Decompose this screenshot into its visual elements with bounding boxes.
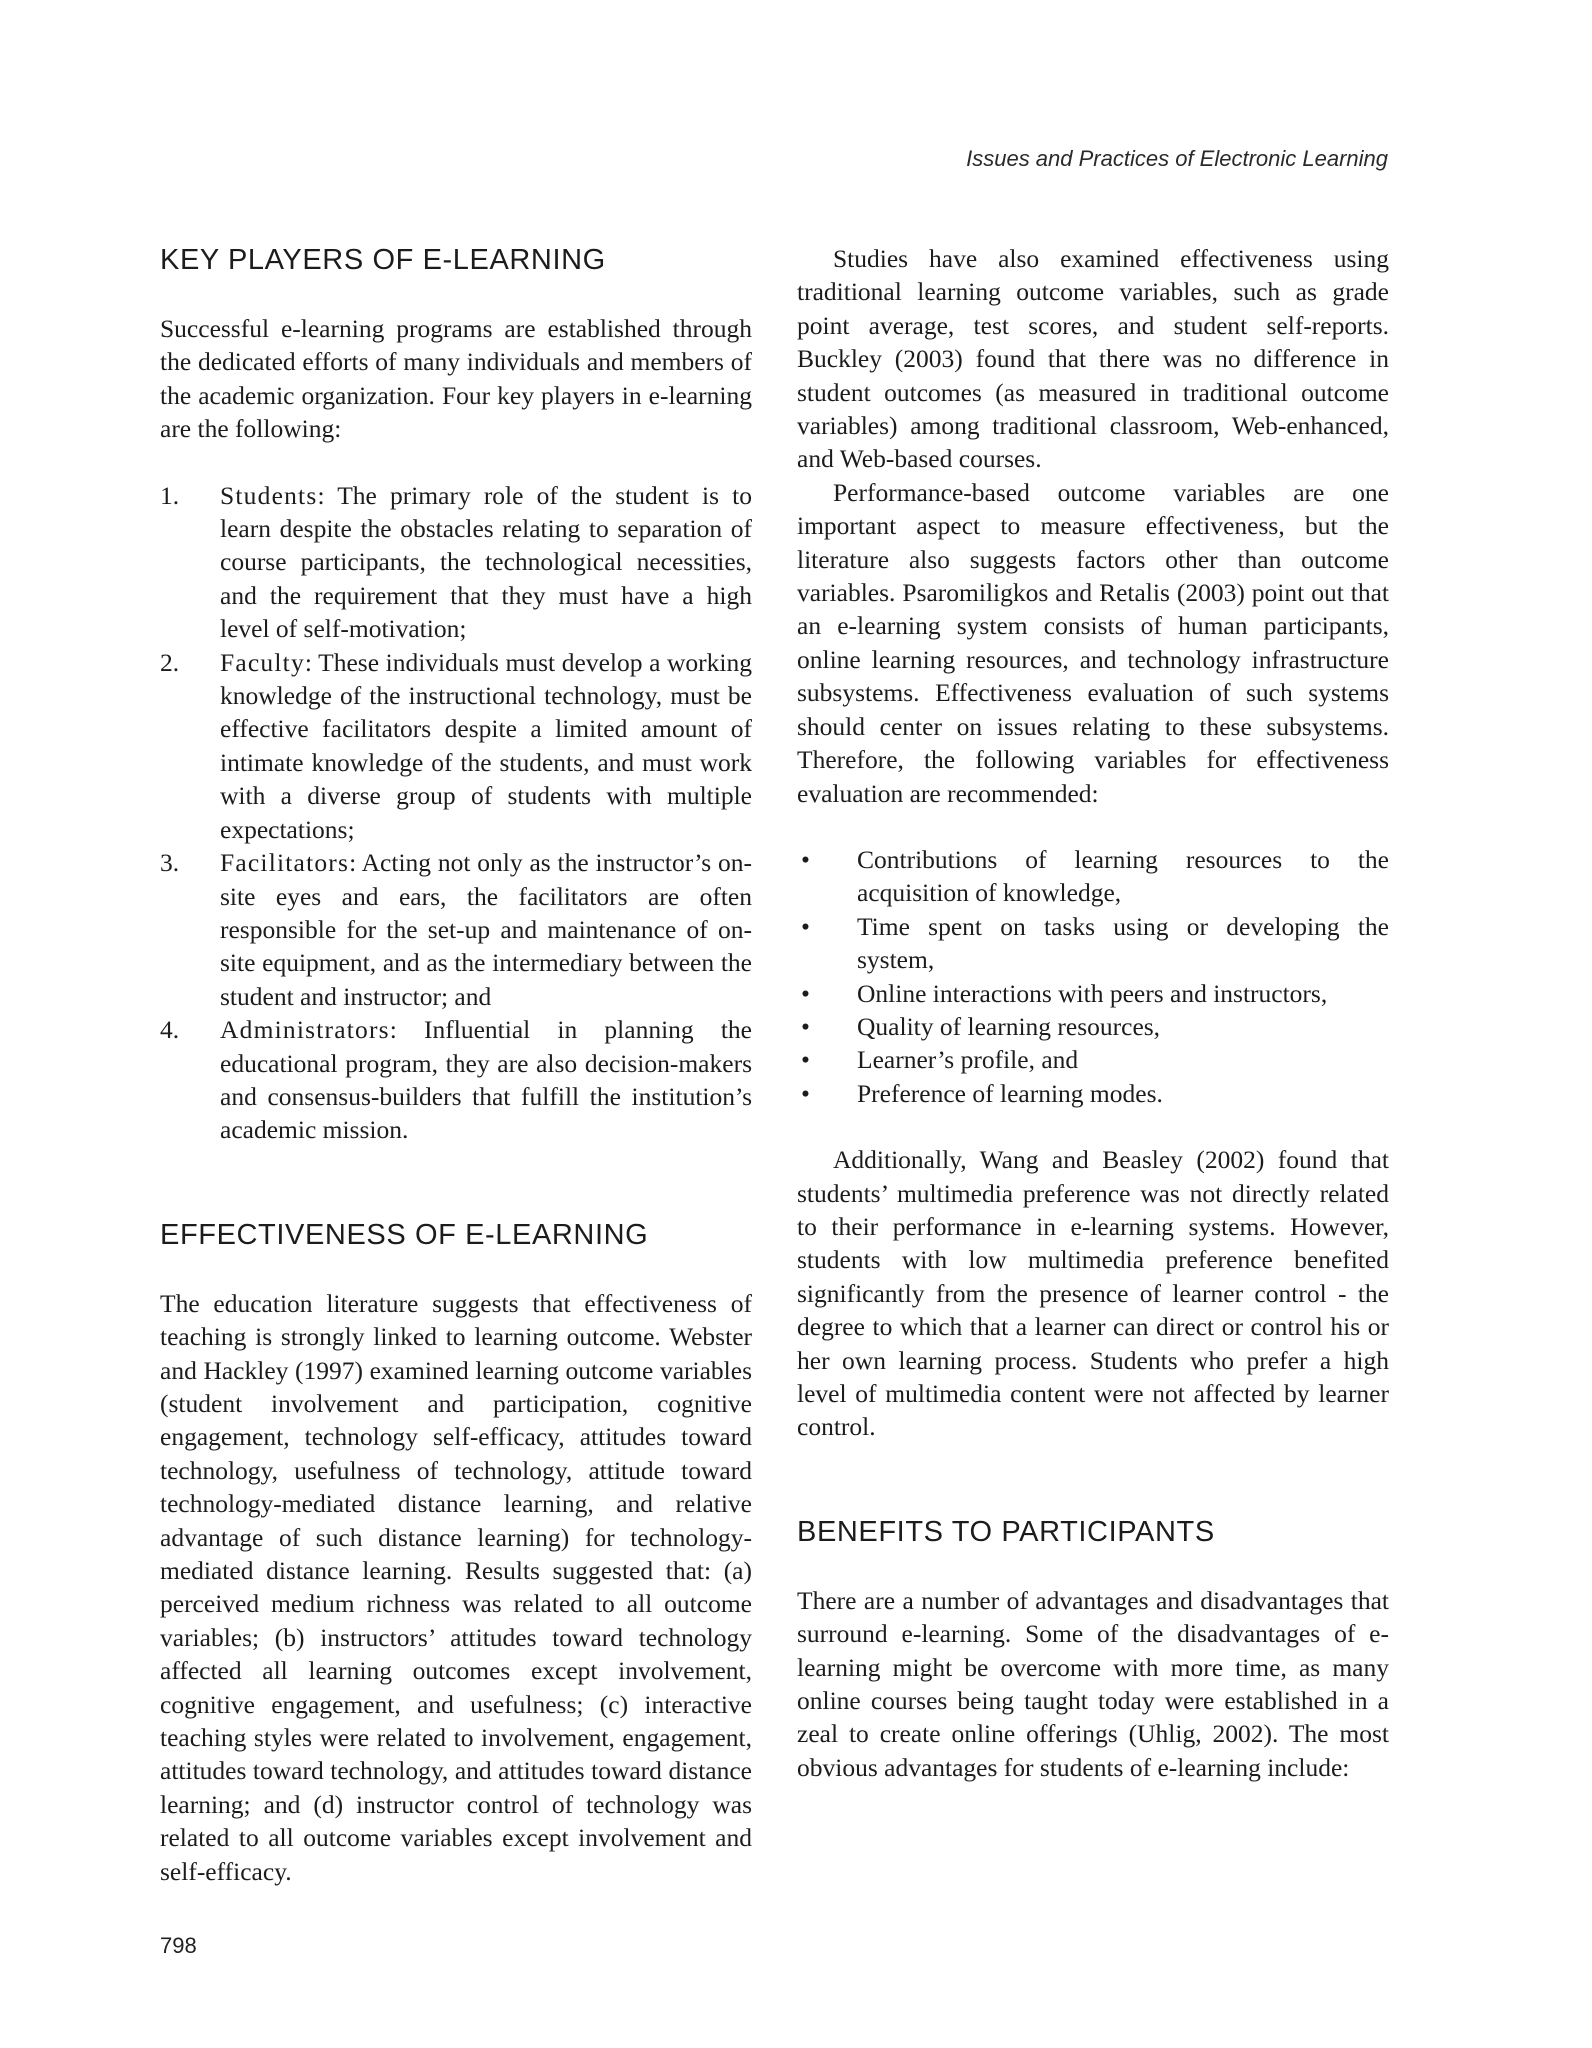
list-item [160, 1013, 752, 1147]
bullet-text: Online interactions with peers and instructors, [857, 978, 1328, 1008]
key-players-intro: Successful e-learning programs are established through the dedicated efforts of many individuals and members of the academic organization. Four key players in e-learning are the following: [160, 314, 752, 444]
bullet-icon: • [801, 1011, 810, 1041]
paragraph-additionally: Additionally, Wang and Beasley (2002) found that students’ multimedia preference was not directly related to their performance in e-learning systems. However, students with low multimedia preference benefited significantly from the presence of learner control - the degree to which that a learner can direct or control his or her own learning process. Students who prefer a high level of multimedia content were not affected by learner control. [797, 1145, 1389, 1442]
left-column [160, 242, 752, 1888]
bullet-text: Time spent on tasks using or developing the system, [857, 911, 1389, 975]
bullet-text: Contributions of learning resources to the acquisition of knowledge, [857, 844, 1389, 908]
paragraph-studies: Studies have also examined effectiveness using traditional learning outcome variables, such as grade point average, test scores, and student self-reports. Buckley (2003) found that there was no difference in student outcomes (as measured in traditional outcome variables) among traditional classroom, Web-enhanced, and Web-based courses. [797, 244, 1389, 474]
list-item [160, 646, 752, 846]
variables-list [797, 843, 1389, 1110]
list-item [797, 977, 1389, 1010]
paragraph-performance: Performance-based outcome variables are one important aspect to measure effectiveness, but the literature also suggests factors other than outcome variables. Psaromiligkos and Retalis (2003) point out that an e-learning system consists of human participants, online learning resources, and technology infrastructure subsystems. Effectiveness evaluation of such systems should center on issues relating to these subsystems. Therefore, the following variables for effectiveness evaluation are recommended: [797, 477, 1389, 808]
list-item [797, 843, 1389, 910]
item-description: : These individuals must develop a working knowledge of the instructional technology, must be effective facilitators despite a limited amount of intimate knowledge of the students, and must work with a diverse group of students with multiple expectations; [220, 647, 752, 844]
item-description: : Influential in planning the educational program, they are also decision-makers and consensus-builders that fulfill the institution’s academic mission. [220, 1015, 752, 1145]
list-item [160, 479, 752, 646]
list-item [160, 846, 752, 1013]
item-term: Students [220, 480, 318, 510]
list-item [797, 910, 1389, 977]
list-item [797, 1010, 1389, 1043]
bullet-icon: • [801, 844, 810, 874]
item-term: Administrators [220, 1015, 390, 1045]
item-number: 2. [160, 647, 180, 677]
bullet-icon: • [801, 911, 810, 941]
heading-effectiveness: EFFECTIVENESS OF E-LEARNING [160, 1218, 649, 1251]
right-column [797, 242, 1389, 1784]
item-description: : Acting not only as the instructor’s on-site eyes and ears, the facilitators are often responsible for the set-up and maintenance of on-site equipment, and as the intermediary between the student and instructor; and [220, 848, 752, 1011]
heading-key-players: KEY PLAYERS OF E-LEARNING [160, 244, 606, 276]
item-description: : The primary role of the student is to learn despite the obstacles relating to separation of course participants, the technological necessities, and the requirement that they must have a high level of self-motivation; [220, 480, 752, 644]
item-number: 1. [160, 480, 180, 510]
running-head: Issues and Practices of Electronic Learning [966, 146, 1388, 171]
bullet-text: Learner’s profile, and [857, 1045, 1079, 1075]
list-item [797, 1043, 1389, 1076]
bullet-icon: • [801, 1078, 810, 1108]
bullet-icon: • [801, 1045, 810, 1075]
list-item [797, 1077, 1389, 1110]
page-number: 798 [160, 1933, 197, 1958]
bullet-text: Quality of learning resources, [857, 1011, 1161, 1041]
item-number: 3. [160, 848, 180, 878]
bullet-text: Preference of learning modes. [857, 1078, 1163, 1108]
item-number: 4. [160, 1015, 180, 1045]
heading-benefits: BENEFITS TO PARTICIPANTS [797, 1515, 1215, 1548]
effectiveness-paragraph: The education literature suggests that effectiveness of teaching is strongly linked to learning outcome. Webster and Hackley (1997) examined learning outcome variables (student involvement and participation, cognitive engagement, technology self-efficacy, attitudes toward technology, usefulness of technology, attitude toward technology-mediated distance learning, and relative advantage of such distance learning) for technology-mediated distance learning. Results suggested that: (a) perceived medium richness was related to all outcome variables; (b) instructors’ attitudes toward technology affected all learning outcomes except involvement, cognitive engagement, and usefulness; (c) interactive teaching styles were related to involvement, engagement, attitudes toward technology, and attitudes toward distance learning; and (d) instructor control of technology was related to all outcome variables except involvement and self-efficacy. [160, 1288, 752, 1886]
bullet-icon: • [801, 978, 810, 1008]
key-players-list [160, 479, 752, 1147]
item-term: Facilitators [220, 848, 350, 878]
item-term: Faculty [220, 647, 305, 677]
benefits-paragraph: There are a number of advantages and disadvantages that surround e-learning. Some of the disadvantages of e-learning might be overcome with more time, as many online courses being taught today were established in a zeal to create online offerings (Uhlig, 2002). The most obvious advantages for students of e-learning include: [797, 1585, 1389, 1782]
